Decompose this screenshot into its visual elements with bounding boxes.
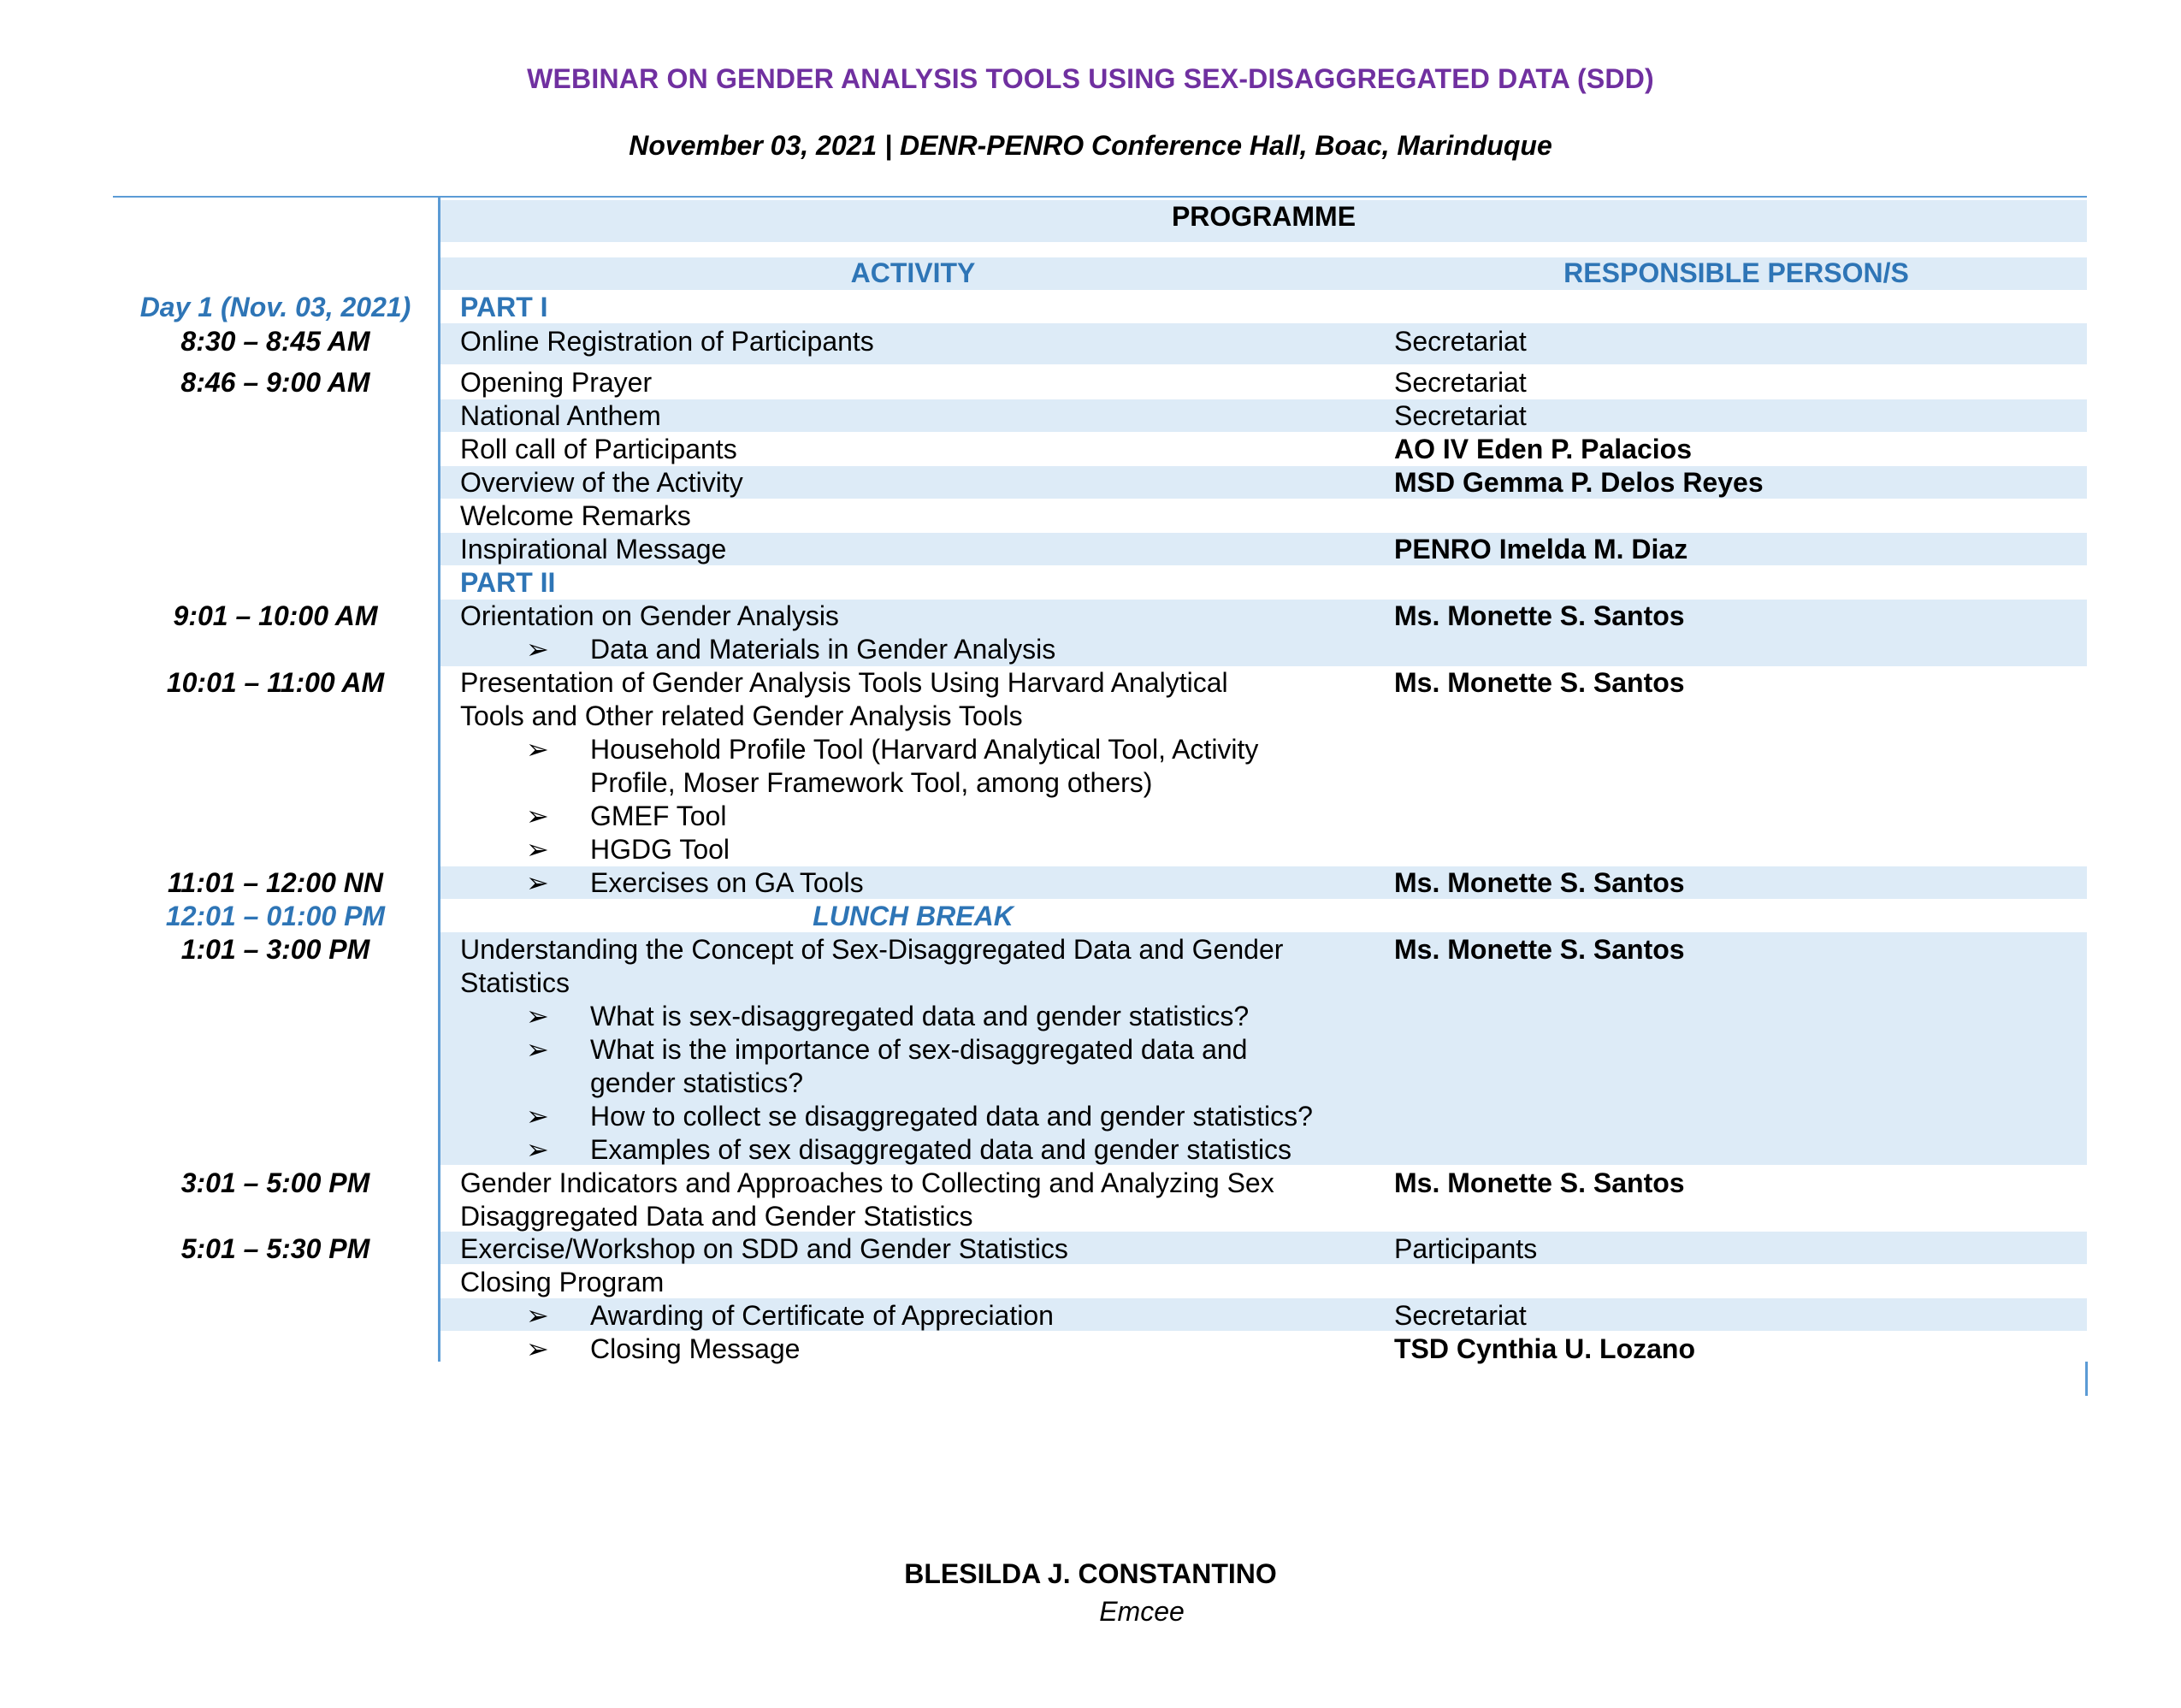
bullet-icon: ➢	[526, 867, 549, 898]
activity-text: Understanding the Concept of Sex-Disaggregated Data and Gender	[460, 934, 1284, 965]
part-label: PART II	[460, 567, 556, 598]
activity-text: Tools and Other related Gender Analysis Tools	[460, 700, 1023, 731]
sub-activity-text: What is the importance of sex-disaggregated data and	[590, 1034, 1248, 1065]
responsible-text: TSD Cynthia U. Lozano	[1394, 1333, 1695, 1364]
sub-activity-text: Awarding of Certificate of Appreciation	[590, 1300, 1054, 1331]
time-slot: 8:30 – 8:45 AM	[180, 326, 370, 357]
table-divider	[438, 196, 440, 1362]
responsible-text: MSD Gemma P. Delos Reyes	[1394, 467, 1764, 498]
sub-activity-text: Household Profile Tool (Harvard Analytical Tool, Activity	[590, 734, 1259, 765]
document-subtitle: November 03, 2021 | DENR-PENRO Conference Hall, Boac, Marinduque	[629, 130, 1552, 161]
bullet-icon: ➢	[526, 1300, 549, 1331]
activity-text: Inspirational Message	[460, 534, 727, 564]
part-label: PART I	[460, 292, 548, 322]
sub-activity-text: Closing Message	[590, 1333, 801, 1364]
responsible-text: Secretariat	[1394, 1300, 1527, 1331]
bullet-icon: ➢	[526, 834, 549, 865]
responsible-text: AO IV Eden P. Palacios	[1394, 434, 1692, 464]
sub-activity-text: What is sex-disaggregated data and gender statistics?	[590, 1001, 1250, 1031]
bullet-icon: ➢	[526, 1034, 549, 1065]
time-slot: 3:01 – 5:00 PM	[180, 1167, 370, 1198]
sub-activity-text: HGDG Tool	[590, 834, 730, 865]
activity-text: National Anthem	[460, 400, 661, 431]
sub-activity-text: GMEF Tool	[590, 801, 727, 831]
bullet-icon: ➢	[526, 1333, 549, 1364]
responsible-text: Secretariat	[1394, 400, 1527, 431]
bullet-icon: ➢	[526, 734, 549, 765]
responsible-text: Ms. Monette S. Santos	[1394, 667, 1685, 698]
column-header-activity: ACTIVITY	[850, 257, 976, 288]
time-slot: 9:01 – 10:00 AM	[173, 600, 378, 631]
column-header-responsible: RESPONSIBLE PERSON/S	[1563, 257, 1909, 288]
time-slot: 1:01 – 3:00 PM	[180, 934, 370, 965]
activity-text: Orientation on Gender Analysis	[460, 600, 839, 631]
document-title: WEBINAR ON GENDER ANALYSIS TOOLS USING SEX-DISAGGREGATED DATA (SDD)	[527, 63, 1654, 94]
activity-text: Presentation of Gender Analysis Tools Using Harvard Analytical	[460, 667, 1228, 698]
sub-activity-text: How to collect se disaggregated data and gender statistics?	[590, 1101, 1313, 1132]
activity-text: Overview of the Activity	[460, 467, 743, 498]
responsible-text: Secretariat	[1394, 367, 1527, 398]
bullet-icon: ➢	[526, 1101, 549, 1132]
time-slot: 8:46 – 9:00 AM	[180, 367, 370, 398]
activity-text: Gender Indicators and Approaches to Collecting and Analyzing Sex	[460, 1167, 1274, 1198]
programme-heading: PROGRAMME	[1171, 201, 1356, 232]
sub-activity-text: Profile, Moser Framework Tool, among others)	[590, 767, 1153, 798]
responsible-text: Participants	[1394, 1233, 1538, 1264]
activity-text: Online Registration of Participants	[460, 326, 874, 357]
time-slot: 12:01 – 01:00 PM	[165, 901, 386, 931]
activity-text: Welcome Remarks	[460, 500, 691, 531]
sub-activity-text: Data and Materials in Gender Analysis	[590, 634, 1056, 665]
table-top-rule	[113, 196, 2087, 198]
responsible-text: Ms. Monette S. Santos	[1394, 867, 1685, 898]
time-slot: 5:01 – 5:30 PM	[180, 1233, 370, 1264]
emcee-name: BLESILDA J. CONSTANTINO	[904, 1558, 1277, 1589]
time-slot: 11:01 – 12:00 NN	[168, 867, 383, 898]
responsible-text: Ms. Monette S. Santos	[1394, 934, 1685, 965]
activity-text: Closing Program	[460, 1267, 665, 1297]
activity-text: Exercise/Workshop on SDD and Gender Statistics	[460, 1233, 1068, 1264]
responsible-text: Ms. Monette S. Santos	[1394, 1167, 1685, 1198]
shade-row	[440, 399, 2087, 432]
time-slot: 10:01 – 11:00 AM	[166, 667, 385, 698]
responsible-text: Ms. Monette S. Santos	[1394, 600, 1685, 631]
day-label: Day 1 (Nov. 03, 2021)	[139, 292, 411, 322]
lunch-break-label: LUNCH BREAK	[813, 901, 1014, 931]
responsible-text: Secretariat	[1394, 326, 1527, 357]
bullet-icon: ➢	[526, 1001, 549, 1031]
bullet-icon: ➢	[526, 634, 549, 665]
responsible-text: PENRO Imelda M. Diaz	[1394, 534, 1688, 564]
sub-activity-text: gender statistics?	[590, 1067, 804, 1098]
sub-activity-text: Exercises on GA Tools	[590, 867, 864, 898]
activity-text: Roll call of Participants	[460, 434, 737, 464]
activity-text: Statistics	[460, 967, 570, 998]
bullet-icon: ➢	[526, 1134, 549, 1165]
activity-text: Opening Prayer	[460, 367, 653, 398]
table-right-tick	[2085, 1362, 2088, 1396]
emcee-role: Emcee	[1099, 1596, 1185, 1627]
bullet-icon: ➢	[526, 801, 549, 831]
activity-text: Disaggregated Data and Gender Statistics	[460, 1201, 973, 1232]
sub-activity-text: Examples of sex disaggregated data and gender statistics	[590, 1134, 1292, 1165]
